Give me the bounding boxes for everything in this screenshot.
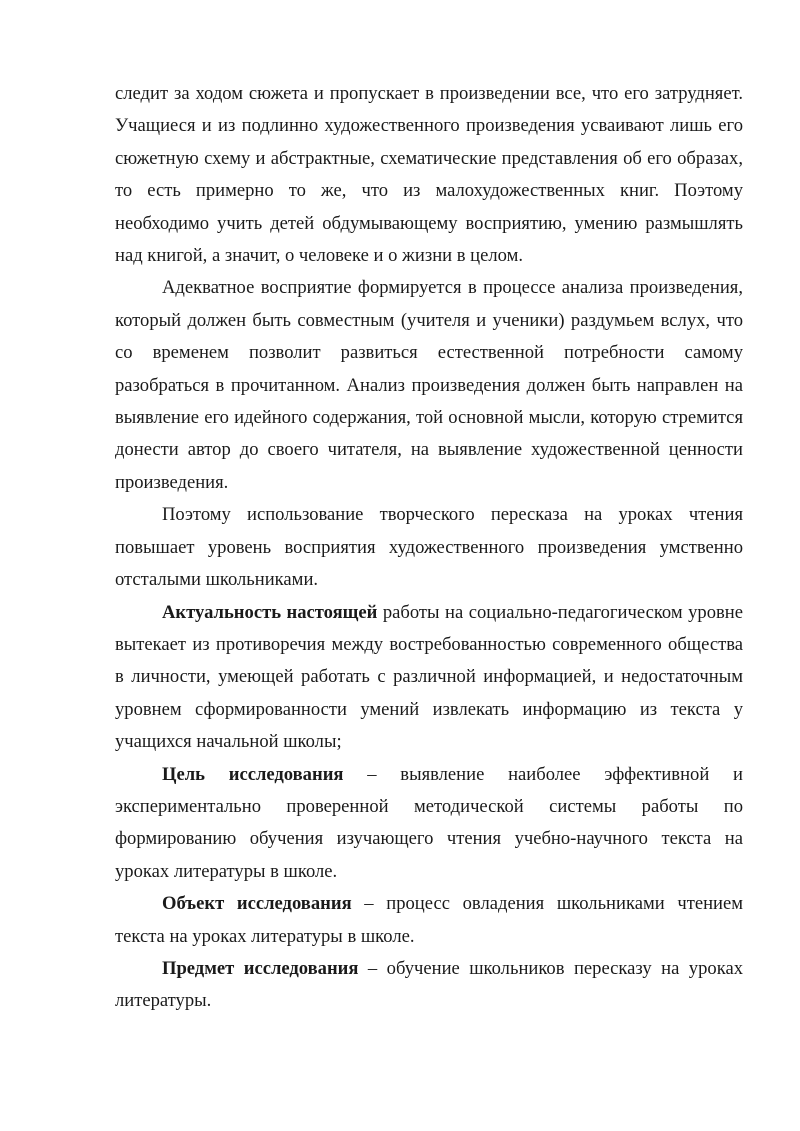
paragraph-lead: Цель исследования (162, 763, 344, 785)
paragraph-research-object (115, 888, 743, 953)
paragraph-text: следит за ходом сюжета и пропускает в произведении все, что его затрудняет. Учащиеся и из подлинно художественного произведения усваивают лишь его сюжетную схему и абстрактные, схематические представления об его образах, то есть примерно то же, что из малохудожественных книг. Поэтому необходимо учить детей обдумывающему восприятию, умению размышлять над книгой, а значит, о человеке и о жизни в целом. (115, 83, 743, 267)
paragraph-text: работы на социально-педагогическом уровне вытекает из противоречия между востребованностью современного общества в личности, умеющей работать с различной информацией, и недостаточным уровнем сформированности умений извлекать информацию из текста у учащихся начальной школы; (115, 601, 744, 753)
paragraph-lead: Актуальность настоящей (162, 601, 378, 623)
paragraph-continuation (115, 78, 743, 272)
paragraph-creative-retelling (115, 499, 743, 596)
paragraph-research-goal (115, 759, 743, 889)
paragraph-text: Поэтому использование творческого пересказа на уроках чтения повышает уровень восприятия художественного произведения умственно отсталыми школьниками. (115, 504, 743, 591)
paragraph-lead: Объект исследования (162, 893, 352, 915)
paragraph-text: – выявление наиболее эффективной и экспериментально проверенной методической системы работы по формированию обучения изучающего чтения учебно-научного текста на уроках литературы в школе. (115, 763, 743, 882)
paragraph-relevance (115, 597, 743, 759)
paragraph-adequate-perception (115, 272, 743, 499)
paragraph-text: – обучение школьников пересказу на уроках литературы. (115, 957, 743, 1012)
paragraph-text: – процесс овладения школьниками чтением текста на уроках литературы в школе. (115, 893, 743, 947)
paragraph-lead: Предмет исследования (162, 957, 359, 979)
paragraph-text: Адекватное восприятие формируется в процессе анализа произведения, который должен быть совместным (учителя и ученики) раздумьем вслух, что со временем позволит развиться естественной потребности самому разобраться в прочитанном. Анализ произведения должен быть направлен на выявление его идейного содержания, той основной мысли, которую стремится донести автор до своего читателя, на выявление художественной ценности произведения. (115, 277, 743, 493)
paragraph-research-subject (115, 953, 743, 1018)
